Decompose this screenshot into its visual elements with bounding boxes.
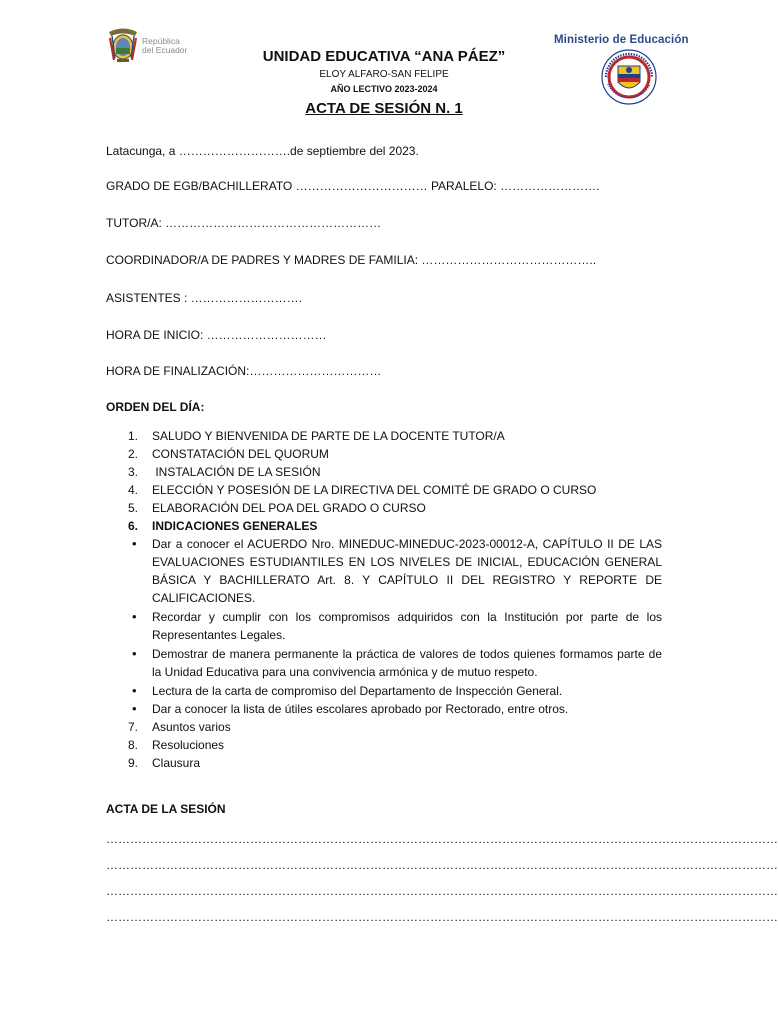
list-number: 5. xyxy=(128,501,139,515)
bullet-icon: • xyxy=(132,683,137,698)
agenda-bullet-text: Recordar y cumplir con los compromisos adquiridos con la Institución por parte de los Representantes Legales. xyxy=(152,610,662,642)
list-number: 2. xyxy=(128,447,139,461)
acta-title: ACTA DE SESIÓN N. 1 xyxy=(305,100,463,117)
ministerio-text: Ministerio de Educación xyxy=(554,34,689,46)
end-time-line: HORA DE FINALIZACIÓN:…………………………… xyxy=(106,364,382,378)
dotted-line: …………………………………………………………………………………………………………………………………………………… xyxy=(106,832,778,846)
agenda-item-text: Asuntos varios xyxy=(152,720,231,734)
agenda-item xyxy=(106,445,662,463)
agenda-bullet-text: Dar a conocer la lista de útiles escolares aprobado por Rectorado, entre otros. xyxy=(152,702,569,716)
agenda-item xyxy=(106,463,662,481)
del-ecuador-text: del Ecuador xyxy=(142,45,188,55)
agenda-bullet-text: Dar a conocer el ACUERDO Nro. MINEDUC-MINEDUC-2023-00012-A, CAPÍTULO II DE LAS EVALUACIONES ESTUDIANTILES EN LOS NIVELES DE INICIAL, EDUCACIÓN GENERAL BÁSICA Y BACHILLERATO Art. 8. Y CAPÍTULO II DEL REGISTRO Y REPORTE DE CALIFICACIONES. xyxy=(152,537,662,605)
bullet-icon: • xyxy=(132,701,137,716)
dotted-line: …………………………………………………………………………………………………………………………………………………… xyxy=(106,858,778,872)
agenda-item xyxy=(106,718,662,736)
list-number: 4. xyxy=(128,483,139,497)
coordinator-line: COORDINADOR/A DE PADRES Y MADRES DE FAMILIA: …………………………………….. xyxy=(106,253,597,267)
agenda-bullet-item xyxy=(106,535,662,607)
agenda-item xyxy=(106,754,662,772)
agenda-item-text: ELABORACIÓN DEL POA DEL GRADO O CURSO xyxy=(152,501,426,515)
agenda-bullet-text: Lectura de la carta de compromiso del Departamento de Inspección General. xyxy=(152,684,563,698)
agenda-item xyxy=(106,736,662,754)
agenda-item-text: Clausura xyxy=(152,756,201,770)
place-date-line: Latacunga, a ……………………….de septiembre del 2023. xyxy=(106,144,419,158)
attendees-line: ASISTENTES : ………………………. xyxy=(106,291,303,305)
agenda-list xyxy=(106,427,662,772)
agenda-item xyxy=(106,499,662,517)
agenda-item-text: INSTALACIÓN DE LA SESIÓN xyxy=(152,465,321,479)
bullet-icon: • xyxy=(132,536,137,551)
dotted-line: …………………………………………………………………………………………………………………………………………………… xyxy=(106,884,778,898)
agenda-item-text: SALUDO Y BIENVENIDA DE PARTE DE LA DOCENTE TUTOR/A xyxy=(152,429,505,443)
republica-text: República xyxy=(142,36,180,46)
agenda-item-text: ELECCIÓN Y POSESIÓN DE LA DIRECTIVA DEL COMITÉ DE GRADO O CURSO xyxy=(152,483,597,497)
agenda-bullet-item xyxy=(106,700,662,718)
grade-paralelo-line: GRADO DE EGB/BACHILLERATO …………………………… PARALELO: ……………………. xyxy=(106,179,600,193)
school-year: AÑO LECTIVO 2023-2024 xyxy=(330,84,438,94)
agenda-item xyxy=(106,517,662,535)
agenda-bullet-text: Demostrar de manera permanente la práctica de valores de todos quienes formamos parte de la Unidad Educativa para una convivencia armónica y de mutuo respeto. xyxy=(152,647,662,679)
agenda-item xyxy=(106,481,662,499)
list-number: 9. xyxy=(128,756,139,770)
list-number: 7. xyxy=(128,720,139,734)
agenda-heading: ORDEN DEL DÍA: xyxy=(106,400,205,414)
bullet-icon: • xyxy=(132,646,137,661)
agenda-bullet-item xyxy=(106,645,662,681)
dotted-line: …………………………………………………………………………………………………………………………………………………… xyxy=(106,910,778,924)
acta-session-heading: ACTA DE LA SESIÓN xyxy=(106,802,226,816)
agenda-item-text: Resoluciones xyxy=(152,738,225,752)
tutor-line: TUTOR/A: ……………………………………………… xyxy=(106,216,382,230)
school-location: ELOY ALFARO-SAN FELIPE xyxy=(319,69,449,80)
list-number: 1. xyxy=(128,429,139,443)
agenda-bullet-item xyxy=(106,682,662,700)
list-number: 6. xyxy=(128,519,139,533)
list-number: 3. xyxy=(128,465,139,479)
bullet-icon: • xyxy=(132,609,137,624)
start-time-line: HORA DE INICIO: ………………………… xyxy=(106,328,327,342)
school-name: UNIDAD EDUCATIVA “ANA PÁEZ” xyxy=(262,48,506,65)
agenda-bullet-item xyxy=(106,608,662,644)
agenda-item-text: INDICACIONES GENERALES xyxy=(152,519,318,533)
list-number: 8. xyxy=(128,738,139,752)
agenda-item-text: CONSTATACIÓN DEL QUORUM xyxy=(152,447,329,461)
agenda-item xyxy=(106,427,662,445)
